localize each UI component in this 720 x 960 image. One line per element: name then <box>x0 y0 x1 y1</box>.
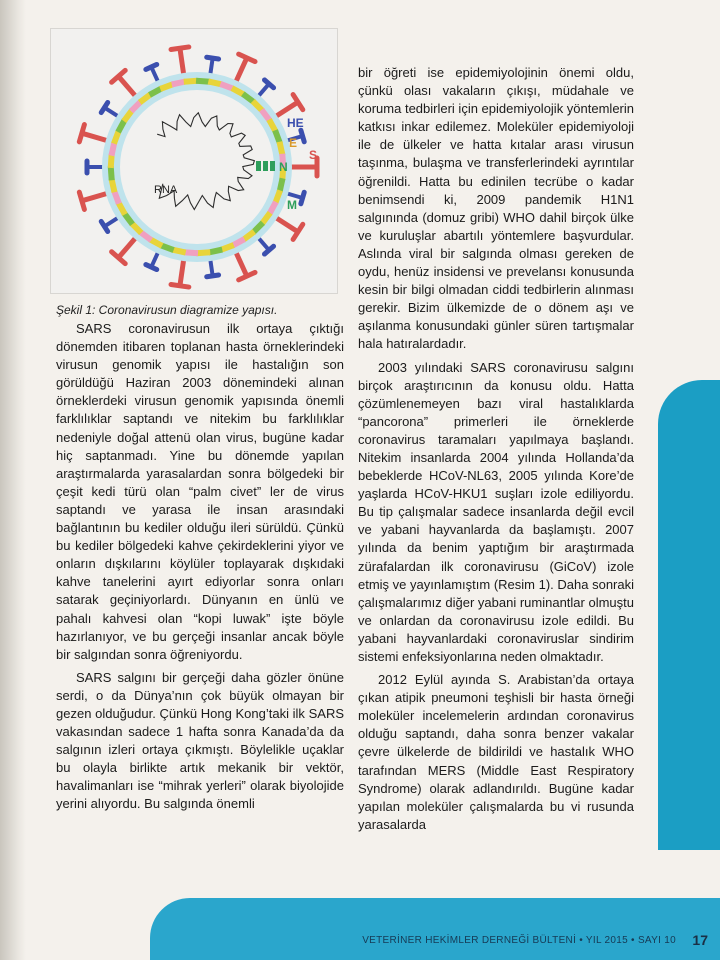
left-text-column <box>56 320 344 819</box>
s-spike <box>118 238 135 258</box>
s-spike <box>236 58 247 82</box>
label-he: HE <box>287 116 304 130</box>
s-spike-head <box>171 47 189 50</box>
he-spike-head <box>301 192 304 204</box>
he-spike-head <box>301 130 304 142</box>
coronavirus-diagram-svg <box>51 29 337 293</box>
figure-caption: Şekil 1: Coronavirusun diagramize yapısı. <box>56 303 278 317</box>
s-spike <box>118 76 135 96</box>
membrane-protein <box>108 166 115 180</box>
page-number: 17 <box>692 932 708 948</box>
membrane-protein <box>196 249 210 256</box>
he-spike-head <box>207 57 219 59</box>
s-spike <box>180 48 184 74</box>
right-paragraph-2: 2003 yılındaki SARS coronavirusu salgını birçok araştırıcının da konusu oldu. Hatta çözümlenemeyen bazı viral hastalıklarda “pancorona” primerleri ile örneklerde coronavirus taramaları yapılmaya başlandı. Nitekim insanlarda 2004 yılında Hollanda’da bebeklerde HCoV-NL63, 2005 yılında Kore’de yaşlarda HCoV-HKU1 suşları izole ediliyordu. Bu tip çalışmalar sadece insanlarda değil evcil ve yabani hayvanlarda da başlamıştı. 2007 yılında da benim yaptığım bir araştırmada zürafalardan ilk coronavirusu (GiCoV) izole etmiş ve yayınlamıştım (Resim 1). Daha sonraki çalışmalarımız diğer yabani ruminantlar olmuştu ve onlardan da coronavirusu izole edildi. Bu yabani hayvanlardaki coronaviruslar sindirim sistemi enfeksiyonlarına neden olmaktadır. <box>358 359 634 664</box>
right-paragraph-3: 2012 Eylül ayında S. Arabistan’da ortaya çıkan atipik pneumoni teşhisli bir hasta örneği moleküler incelemelerin ardından coronavirus olduğu saptandı, daha sonra benzer vakalar çevre ülkelerde de bildirildi ve hastalık WHO tarafından MERS (Middle East Respiratory Syndrome) olarak adlandırıldı. Bugüne kadar yapılan moleküler çalışmalarda bu vi rusunda yarasalarda <box>358 672 634 832</box>
s-spike-head <box>79 125 84 142</box>
label-n: N <box>279 160 288 174</box>
n-protein-mark <box>270 161 275 171</box>
he-spike-head <box>146 64 157 69</box>
s-spike <box>276 218 298 232</box>
s-spike-head <box>79 192 84 209</box>
membrane-protein <box>184 78 198 85</box>
n-protein-mark <box>256 161 261 171</box>
s-spike <box>82 133 107 140</box>
label-rna: RNA <box>154 184 178 196</box>
s-spike <box>82 193 107 200</box>
footer-band <box>150 898 720 960</box>
label-e: E <box>289 136 298 150</box>
coronavirus-diagram <box>50 28 338 294</box>
s-spike <box>276 102 298 116</box>
label-m: M <box>287 198 297 212</box>
s-spike-head <box>171 284 189 287</box>
n-protein-mark <box>263 161 268 171</box>
s-spike-head <box>239 54 255 61</box>
left-paragraph-1: SARS coronavirusun ilk ortaya çıktığı dönemden itibaren toplanan hasta örneklerindeki virusun genomik yapısı ile hastalığın son görüldüğü Haziran 2003 dönemindeki alınan örneklerdeki virusun genomik yapısında önemli farklılıklar saptandı ve nitekim bu farklılıklar nedeniyle doğal attenü olan virus, bugüne kadar hiç saptanmadı. Yine bu dönemde yapılan araştırmalarda yarasalardan sonra bölgedeki bir çeşit kedi türü olan “palm civet” ler de virus saptandı ve yarasa ile insan arasındaki bağlantının bu kediler olduğu ileri sürüldü. Çünkü bu kediler bölgedeki kahve çekirdeklerini yiyor ve onların dışkılarını köylüler toplayarak dışkıdaki kahve tanelerini ayırt ediyorlar sonra onları satarak geçiniyorlardı. Dünyanın en ünlü ve pahalı kahvesi olan “kopi luwak” işte böyle hazırlanıyor, ve bu gerçeği insanlar ancak böyle bir salgından sonra öğreniyordu. <box>56 321 344 662</box>
s-spike-head <box>239 272 255 279</box>
he-spike-head <box>207 275 219 277</box>
publication-footer: VETERİNER HEKİMLER DERNEĞİ BÜLTENİ • YIL 2015 • SAYI 10 <box>362 935 676 946</box>
s-spike <box>180 260 184 286</box>
he-spike-head <box>146 265 157 270</box>
right-paragraph-1: bir öğreti ise epidemiyolojinin önemi oldu, çünkü olası vakaların çıkışı, müdahale ve koruma tedbirleri için epidemiyolojik yöntemlerin katkısı inkar edilemez. Moleküler epidemiyoloji ile de ülkeler ve hatta kıtalar arası virusun taşınma, bulaşma ve transferlerindeki ayrıntılar öğrenildi. Hatta bu edinilen tecrübe o kadar benimsendi ki, 2009 pandemik H1N1 salgınında (domuz gribi) WHO dahil birçok ülke ve kuruluşlar abartılı yöntemlere başvurdular. Aslında viral bir salgında olması gereken de oydu, henüz insidensi ve prevelansı konusunda kesin bir bilgi olmadan ciddi tedbirlerin alınması gerekir. Bizim ülkemizde de o dönem aşı ve aşılanma konusundaki günler süren tartışmalar hala hatıralardadır. <box>358 65 635 352</box>
page-binding-shadow <box>0 0 26 960</box>
s-spike <box>236 253 247 277</box>
label-s: S <box>309 148 318 162</box>
left-paragraph-2: SARS salgını bir gerçeği daha gözler önüne serdi, o da Dünya’nın çok büyük olmayan bir gezen olduğudur. Çünkü Hong Kong’taki ilk SARS vakasından sadece 1 hafta sonra Kanada’da da salgının izleri ortaya çıkmıştı. Böylelikle uçaklar bu olayla birlikte artık mekanik bir vektör, havalimanları ise “mihrak yerleri” olarak biyolojide yerini alıyordu. Bu salgında önemli <box>56 669 344 812</box>
right-text-column <box>358 64 634 839</box>
decorative-side-band <box>658 380 720 850</box>
n-proteins <box>256 161 275 171</box>
